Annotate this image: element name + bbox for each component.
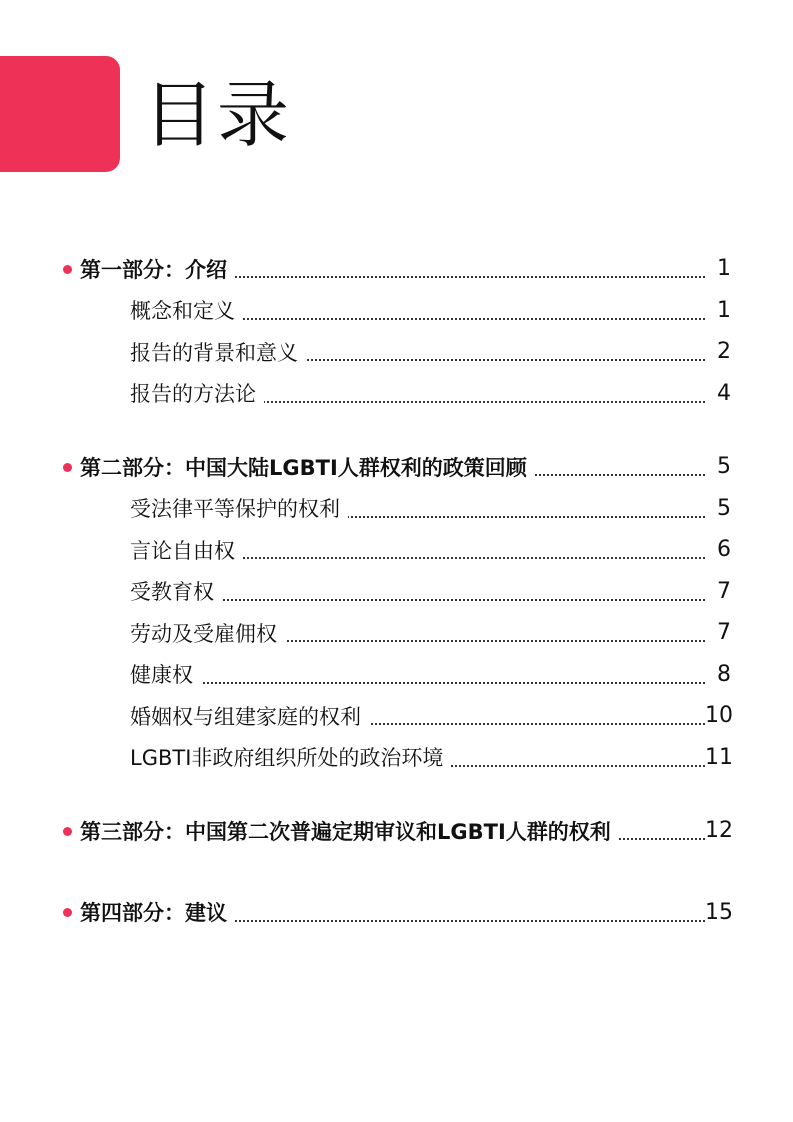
toc-entry-part-3[interactable] [0,810,793,852]
toc-entry-page: 12 [705,818,733,844]
toc-subentry-title: 报告的方法论 [130,378,264,408]
toc-entry-title: 第一部分：介绍 [80,254,235,284]
toc-subentry[interactable] [0,488,793,530]
toc-subentry[interactable] [0,290,793,332]
toc-subentry-page: 5 [717,495,731,521]
toc-subentry-page: 7 [717,578,731,604]
toc-subentry-page: 6 [717,537,731,563]
toc-section-part-2 [0,446,793,778]
bullet-icon [63,908,72,917]
toc-subentry[interactable] [0,737,793,779]
toc-subentry[interactable] [0,373,793,415]
bullet-icon [63,463,72,472]
dot-leader [130,662,705,684]
toc-entry-title: 第三部分：中国第二次普遍定期审议和LGBTI人群的权利 [80,816,619,846]
accent-block [0,56,120,172]
toc-subentry[interactable] [0,612,793,654]
toc-subentry-title: 劳动及受雇佣权 [130,618,285,648]
toc-entry-page: 5 [717,454,731,480]
toc-subentry[interactable] [0,571,793,613]
toc-subentry-title: 婚姻权与组建家庭的权利 [130,701,369,731]
toc-subentry-page: 2 [717,339,731,365]
toc-entry-title: 第四部分：建议 [80,897,235,927]
toc-subentry-title: 受法律平等保护的权利 [130,493,348,523]
toc-section-part-4 [0,892,793,934]
bullet-icon [63,827,72,836]
page-title: 目录 [143,73,292,157]
toc-subentry-page: 10 [705,703,733,729]
toc-subentry-page: 7 [717,620,731,646]
toc-section-part-3 [0,810,793,852]
toc-subentry-page: 4 [717,380,731,406]
table-of-contents [0,248,793,933]
toc-subentry[interactable] [0,695,793,737]
toc-subentry[interactable] [0,654,793,696]
toc-subentry-page: 8 [717,661,731,687]
toc-entry-part-2[interactable] [0,446,793,488]
toc-subentry[interactable] [0,331,793,373]
toc-subentry-title: 概念和定义 [130,295,243,325]
toc-subentry-page: 1 [717,297,731,323]
toc-entry-part-1[interactable] [0,248,793,290]
toc-entry-part-4[interactable] [0,892,793,934]
toc-subentry-title: 健康权 [130,659,201,689]
toc-section-part-1 [0,248,793,414]
toc-subentry[interactable] [0,529,793,571]
toc-entry-page: 1 [717,256,731,282]
toc-subentry-title: 报告的背景和意义 [130,337,306,367]
toc-subentry-title: 言论自由权 [130,535,243,565]
bullet-icon [63,265,72,274]
toc-entry-page: 15 [705,899,733,925]
toc-subentry-title: 受教育权 [130,576,222,606]
toc-subentry-title: LGBTI非政府组织所处的政治环境 [130,742,451,772]
toc-subentry-page: 11 [705,744,733,770]
toc-entry-title: 第二部分：中国大陆LGBTI人群权利的政策回顾 [80,452,535,482]
